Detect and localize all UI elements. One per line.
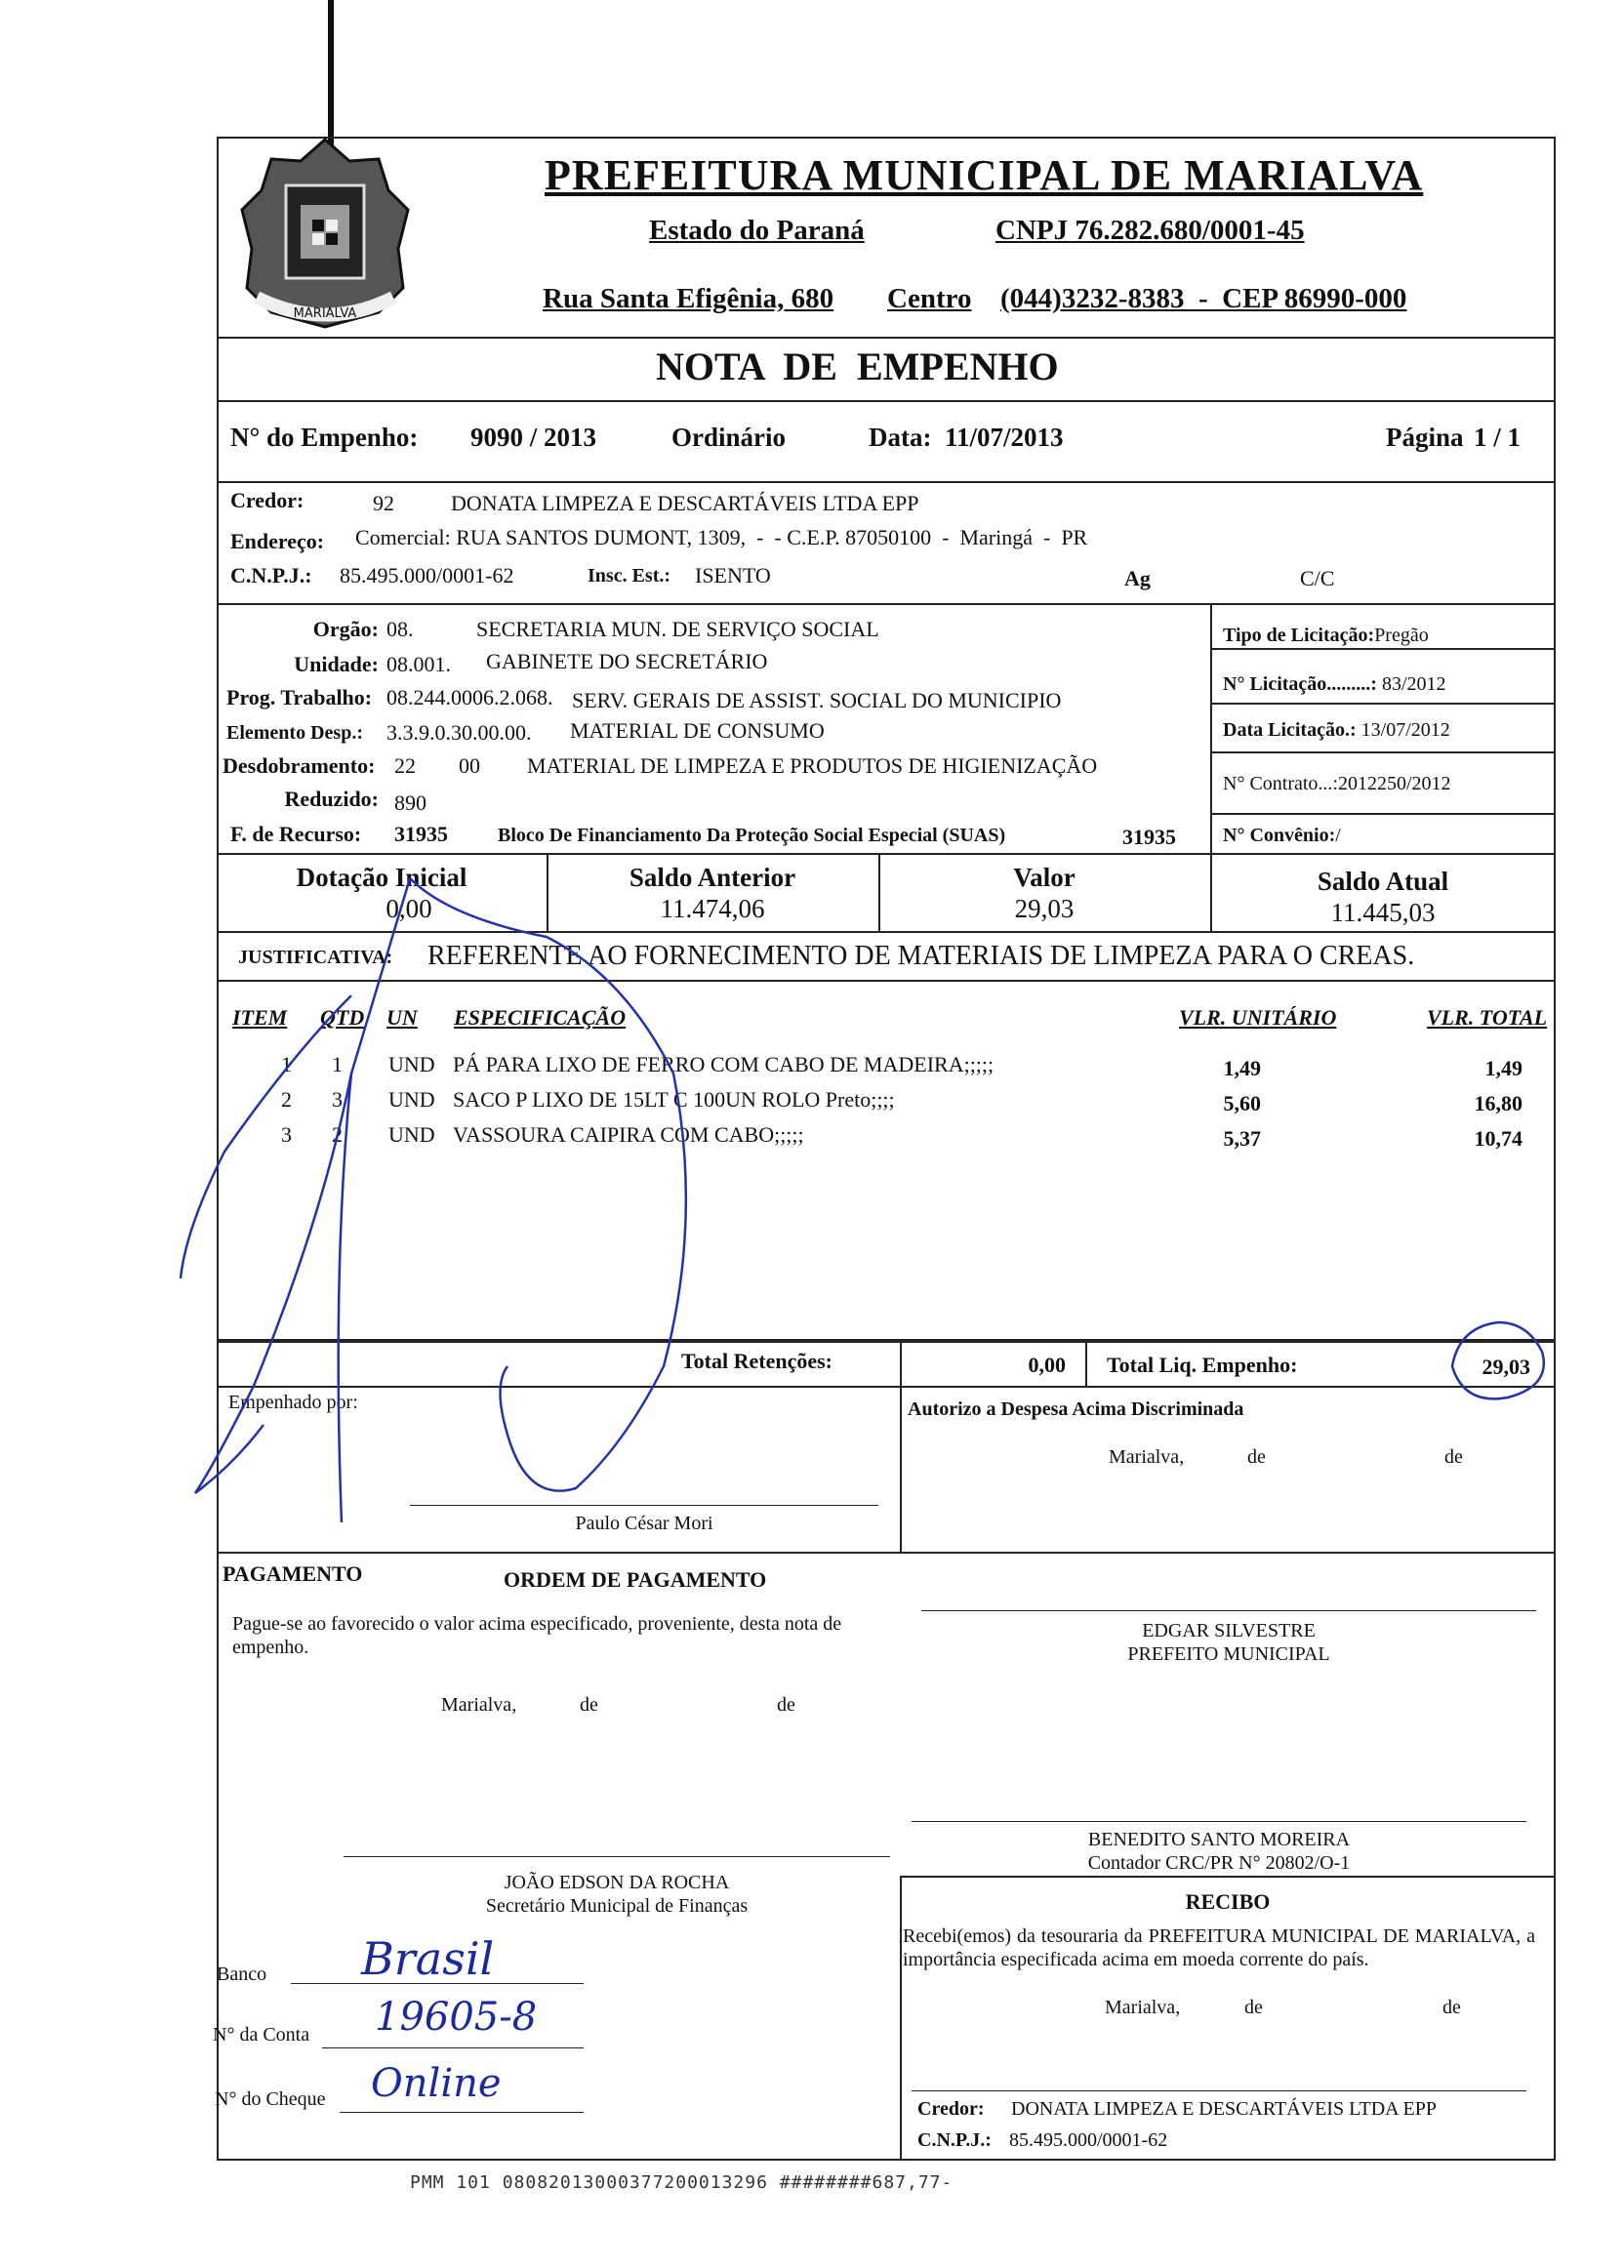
pagamento-label: PAGAMENTO bbox=[223, 1561, 363, 1586]
contrato-value: 2012250/2012 bbox=[1338, 773, 1451, 794]
convenio-label: N° Convênio:/ bbox=[1223, 825, 1341, 846]
endereco-value: Comercial: RUA SANTOS DUMONT, 1309, - - C.E.P. 87050100 - Maringá - PR bbox=[355, 525, 1088, 549]
empenho-date-label: Data: bbox=[869, 423, 932, 452]
desdob-value: MATERIAL DE LIMPEZA E PRODUTOS DE HIGIENIZAÇÃO bbox=[527, 753, 1098, 778]
col-unit-header: VLR. UNITÁRIO bbox=[1179, 1005, 1337, 1030]
dotacao-inicial-value: 0,00 bbox=[386, 894, 432, 923]
elemento-value: MATERIAL DE CONSUMO bbox=[570, 718, 825, 743]
header-address: Rua Santa Efigênia, 680 bbox=[543, 283, 834, 314]
licitacao-tipo-label: Tipo de Licitação:Pregão bbox=[1223, 625, 1429, 646]
row-item: 1 bbox=[281, 1052, 292, 1076]
saldo-anterior-label: Saldo Anterior bbox=[629, 863, 796, 892]
row-unit: 1,49 bbox=[1223, 1056, 1261, 1080]
row-un: UND bbox=[388, 1122, 435, 1147]
items-table bbox=[217, 980, 1556, 1341]
retencoes-label: Total Retenções: bbox=[681, 1349, 832, 1373]
recurso-label: F. de Recurso: bbox=[230, 822, 362, 846]
conta-label: N° da Conta bbox=[213, 2024, 310, 2045]
row-unit: 5,60 bbox=[1223, 1091, 1261, 1115]
municipal-crest-logo bbox=[232, 132, 418, 337]
recibo-credor-label: Credor: bbox=[917, 2098, 985, 2120]
header-title: PREFEITURA MUNICIPAL DE MARIALVA bbox=[545, 151, 1424, 199]
pagamento-text: Pague-se ao favorecido o valor acima especificado, proveniente, desta nota de empenho. bbox=[232, 1613, 842, 1658]
row-qtd: 3 bbox=[332, 1087, 343, 1112]
desdob-sub: 00 bbox=[459, 753, 480, 778]
empenho-type: Ordinário bbox=[671, 423, 787, 452]
prefeito-role: PREFEITO MUNICIPAL bbox=[1127, 1643, 1330, 1665]
header-phone-cep: (044)3232-8383 - CEP 86990-000 bbox=[1000, 283, 1407, 314]
row-total: 1,49 bbox=[1484, 1056, 1522, 1080]
secretario-name: JOÃO EDSON DA ROCHA bbox=[504, 1872, 730, 1893]
licitacao-data-label: Data Licitação.: 13/07/2012 bbox=[1223, 719, 1450, 741]
secretario-role: Secretário Municipal de Finanças bbox=[485, 1895, 749, 1917]
insc-label: Insc. Est.: bbox=[588, 565, 671, 587]
recibo-credor-name: DONATA LIMPEZA E DESCARTÁVEIS LTDA EPP bbox=[1011, 2098, 1437, 2120]
elemento-code: 3.3.9.0.30.00.00. bbox=[386, 720, 532, 745]
reduzido-label: Reduzido: bbox=[284, 787, 379, 811]
row-qtd: 1 bbox=[332, 1052, 343, 1076]
empenho-number: 9090 / 2013 bbox=[470, 423, 597, 452]
licitacao-num-label: N° Licitação.........: 83/2012 bbox=[1223, 673, 1446, 695]
prefeito-name: EDGAR SILVESTRE bbox=[1142, 1620, 1316, 1641]
items-list bbox=[217, 1046, 1556, 1157]
reduzido-value: 890 bbox=[394, 790, 426, 815]
orgao-code: 08. bbox=[386, 617, 414, 641]
recibo-text: Recebi(emos) da tesouraria da PREFEITURA MUNICIPAL DE MARIALVA, a importância especificada acima em moeda corrente do país. bbox=[903, 1925, 1535, 1970]
recurso-code-2: 31935 bbox=[1122, 825, 1176, 849]
licitacao-tipo-value: Pregão bbox=[1374, 625, 1429, 646]
recibo-cnpj-value: 85.495.000/0001-62 bbox=[1009, 2129, 1168, 2151]
credor-label: Credor: bbox=[230, 488, 304, 512]
recibo-cnpj-label: C.N.P.J.: bbox=[917, 2129, 992, 2151]
cheque-label: N° do Cheque bbox=[215, 2088, 326, 2110]
table-row bbox=[217, 1120, 1556, 1157]
row-desc: PÁ PARA LIXO DE FERRO COM CABO DE MADEIRA;;;;; bbox=[453, 1052, 995, 1076]
unidade-code: 08.001. bbox=[386, 652, 451, 676]
licitacao-data-value: 13/07/2012 bbox=[1360, 719, 1450, 741]
prog-label: Prog. Trabalho: bbox=[226, 685, 373, 709]
prog-code: 08.244.0006.2.068. bbox=[386, 685, 553, 709]
col-qtd-header: QTD bbox=[320, 1005, 365, 1030]
row-unit: 5,37 bbox=[1223, 1126, 1261, 1151]
insc-value: ISENTO bbox=[695, 563, 771, 587]
empenho-date: 11/07/2013 bbox=[945, 423, 1064, 452]
contrato-label: N° Contrato...:2012250/2012 bbox=[1223, 773, 1451, 794]
row-qtd: 2 bbox=[332, 1122, 343, 1147]
credor-name: DONATA LIMPEZA E DESCARTÁVEIS LTDA EPP bbox=[451, 491, 919, 515]
recibo-de1: de bbox=[1244, 1997, 1263, 2018]
recurso-value: Bloco De Financiamento Da Proteção Social Especial (SUAS) bbox=[498, 825, 1006, 846]
valor-label: Valor bbox=[1013, 863, 1076, 892]
desdob-label: Desdobramento: bbox=[223, 753, 376, 778]
justificativa-text: REFERENTE AO FORNECIMENTO DE MATERIAIS DE LIMPEZA PARA O CREAS. bbox=[427, 941, 1415, 971]
row-item: 3 bbox=[281, 1122, 292, 1147]
page-number: 1 / 1 bbox=[1474, 423, 1522, 452]
page-label: Página bbox=[1386, 423, 1464, 452]
prog-value: SERV. GERAIS DE ASSIST. SOCIAL DO MUNICIPIO bbox=[572, 688, 1062, 712]
doc-title: NOTA DE EMPENHO bbox=[656, 344, 1059, 388]
saldo-anterior-value: 11.474,06 bbox=[660, 894, 765, 923]
row-total: 10,74 bbox=[1474, 1126, 1522, 1151]
contador-name: BENEDITO SANTO MOREIRA bbox=[1087, 1829, 1351, 1850]
empenhado-name: Paulo César Mori bbox=[575, 1513, 713, 1534]
unidade-label: Unidade: bbox=[294, 652, 379, 676]
col-espec-header: ESPECIFICAÇÃO bbox=[454, 1005, 627, 1030]
empenho-label: N° do Empenho: bbox=[230, 423, 419, 452]
contador-role: Contador CRC/PR N° 20802/O-1 bbox=[1087, 1852, 1351, 1874]
col-total-header: VLR. TOTAL bbox=[1427, 1005, 1548, 1030]
col-item-header: ITEM bbox=[232, 1005, 288, 1030]
recibo-title: RECIBO bbox=[1185, 1889, 1271, 1914]
row-desc: VASSOURA CAIPIRA COM CABO;;;;; bbox=[453, 1122, 804, 1147]
justificativa-label: JUSTIFICATIVA: bbox=[238, 947, 393, 968]
autorizo-label: Autorizo a Despesa Acima Discriminada bbox=[908, 1398, 1244, 1420]
empenhado-label: Empenhado por: bbox=[228, 1392, 358, 1413]
footer-code: PMM 101 08082013000377200013296 ########687,77- bbox=[410, 2172, 954, 2193]
liq-label: Total Liq. Empenho: bbox=[1107, 1353, 1298, 1377]
elemento-label: Elemento Desp.: bbox=[226, 722, 363, 744]
crest-text: MARIALVA bbox=[293, 306, 357, 321]
retencoes-value: 0,00 bbox=[1028, 1353, 1066, 1377]
table-row bbox=[217, 1083, 1556, 1120]
banco-label: Banco bbox=[217, 1964, 267, 1985]
pagamento-city: Marialva, bbox=[441, 1694, 517, 1716]
banco-handwritten: Brasil bbox=[361, 1932, 495, 1985]
cnpj-label: C.N.P.J.: bbox=[230, 563, 312, 587]
recibo-de2: de bbox=[1442, 1997, 1461, 2018]
ag-label: Ag bbox=[1124, 566, 1151, 590]
header-cnpj: CNPJ 76.282.680/0001-45 bbox=[995, 215, 1305, 246]
table-row bbox=[217, 1046, 1556, 1083]
endereco-label: Endereço: bbox=[230, 529, 325, 553]
autorizo-de2: de bbox=[1444, 1446, 1463, 1468]
saldo-atual-label: Saldo Atual bbox=[1317, 867, 1449, 896]
credor-code: 92 bbox=[373, 491, 394, 515]
pagamento-de1: de bbox=[580, 1694, 598, 1716]
cc-label: C/C bbox=[1300, 566, 1335, 590]
cnpj-value: 85.495.000/0001-62 bbox=[340, 563, 514, 587]
cheque-handwritten: Online bbox=[371, 2061, 502, 2106]
pagamento-de2: de bbox=[777, 1694, 795, 1716]
header-state: Estado do Paraná bbox=[649, 215, 865, 246]
col-un-header: UN bbox=[386, 1005, 418, 1030]
autorizo-de1: de bbox=[1247, 1446, 1266, 1468]
binder-mark bbox=[328, 0, 334, 146]
liq-value: 29,03 bbox=[1482, 1355, 1530, 1379]
recibo-city: Marialva, bbox=[1105, 1997, 1181, 2018]
orgao-label: Orgão: bbox=[312, 617, 379, 641]
conta-handwritten: 19605-8 bbox=[375, 1995, 538, 2040]
row-desc: SACO P LIXO DE 15LT C 100UN ROLO Preto;;;; bbox=[453, 1087, 895, 1112]
licitacao-num-value: 83/2012 bbox=[1381, 673, 1446, 695]
header-district: Centro bbox=[887, 283, 972, 314]
row-un: UND bbox=[388, 1052, 435, 1076]
row-item: 2 bbox=[281, 1087, 292, 1112]
desdob-code: 22 bbox=[394, 753, 416, 778]
orgao-value: SECRETARIA MUN. DE SERVIÇO SOCIAL bbox=[476, 617, 879, 641]
dotacao-inicial-label: Dotação Inicial bbox=[296, 863, 467, 892]
recurso-code: 31935 bbox=[394, 822, 448, 846]
autorizo-city: Marialva, bbox=[1109, 1446, 1185, 1468]
saldo-atual-value: 11.445,03 bbox=[1330, 898, 1436, 927]
row-total: 16,80 bbox=[1474, 1091, 1522, 1115]
row-un: UND bbox=[388, 1087, 435, 1112]
unidade-value: GABINETE DO SECRETÁRIO bbox=[486, 649, 768, 673]
valor-value: 29,03 bbox=[1014, 894, 1075, 923]
ordem-label: ORDEM DE PAGAMENTO bbox=[504, 1567, 767, 1592]
convenio-value: / bbox=[1335, 825, 1341, 846]
